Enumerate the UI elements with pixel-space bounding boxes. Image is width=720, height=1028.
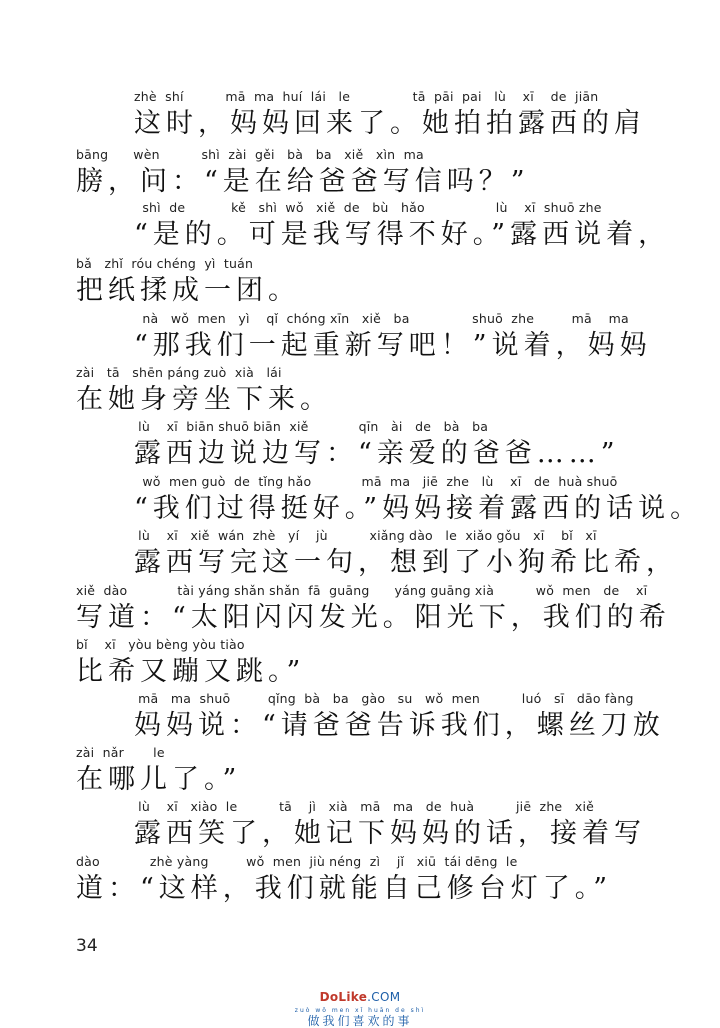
slogan-pinyin: zuò wǒ men xǐ huān de shì xyxy=(294,1007,426,1014)
pinyin-line: bǎ zhǐ róu chéng yì tuán xyxy=(76,256,254,271)
footer-watermark xyxy=(0,986,720,1028)
hanzi-line: “我们过得挺好。”妈妈接着露西的话说。 xyxy=(134,493,703,524)
hanzi-line: “那我们一起重新写吧！”说着，妈妈 xyxy=(134,330,652,361)
pinyin-line: lù xī xiě wán zhè yí jù xiǎng dào le xiǎo gǒu xī bǐ xī xyxy=(134,528,597,543)
pinyin-line: wǒ men guò de tǐng hǎo mā ma jiē zhe lù xī de huà shuō xyxy=(134,474,618,489)
slogan: 做我们喜欢的事 xyxy=(307,1014,413,1028)
page-number: 34 xyxy=(76,936,98,956)
site-domain: .COM xyxy=(367,990,401,1004)
pinyin-line: bāng wèn shì zài gěi bà ba xiě xìn ma xyxy=(76,147,424,162)
hanzi-line: 膀，问：“是在给爸爸写信吗？” xyxy=(76,166,530,197)
site-brand: DoLike xyxy=(319,990,368,1004)
hanzi-line: 这时，妈妈回来了。她拍拍露西的肩 xyxy=(134,108,646,139)
pinyin-line: zài nǎr le xyxy=(76,745,165,760)
hanzi-line: 道：“这样，我们就能自己修台灯了。” xyxy=(76,873,613,904)
pinyin-line: lù xī biān shuō biān xiě qīn ài de bà ba xyxy=(134,419,489,434)
pinyin-line: nà wǒ men yì qǐ chóng xīn xiě ba shuō zhe mā ma xyxy=(134,311,629,326)
hanzi-line: 写道：“太阳闪闪发光。阳光下，我们的希 xyxy=(76,602,671,633)
site-link[interactable] xyxy=(320,990,401,1004)
pinyin-line: shì de kě shì wǒ xiě de bù hǎo lù xī shuō zhe xyxy=(134,200,602,215)
pinyin-line: dào zhè yàng wǒ men jiù néng zì jǐ xiū tái dēng le xyxy=(76,854,518,869)
hanzi-line: 妈妈说：“请爸爸告诉我们，螺丝刀放 xyxy=(134,710,665,741)
pinyin-line: zhè shí mā ma huí lái le tā pāi pai lù xī de jiān xyxy=(134,89,599,104)
hanzi-line: 露西笑了，她记下妈妈的话，接着写 xyxy=(134,818,646,849)
hanzi-line: 在哪儿了。” xyxy=(76,764,242,795)
pinyin-line: xiě dào tài yáng shǎn shǎn fā guāng yáng guāng xià wǒ men de xī xyxy=(76,583,648,598)
hanzi-line: 比希又蹦又跳。” xyxy=(76,656,306,687)
pinyin-line: lù xī xiào le tā jì xià mā ma de huà jiē zhe xiě xyxy=(134,799,595,814)
hanzi-line: 露西边说边写：“亲爱的爸爸……” xyxy=(134,438,620,469)
pinyin-line: bǐ xī yòu bèng yòu tiào xyxy=(76,637,245,652)
hanzi-line: 露西写完这一句，想到了小狗希比希， xyxy=(134,547,678,578)
pinyin-line: mā ma shuō qǐng bà ba gào su wǒ men luó sī dāo fàng xyxy=(134,691,634,706)
hanzi-line: 把纸揉成一团。 xyxy=(76,275,300,306)
hanzi-line: “是的。可是我写得不好。”露西说着， xyxy=(134,219,671,250)
pinyin-line: zài tā shēn páng zuò xià lái xyxy=(76,365,282,380)
hanzi-line: 在她身旁坐下来。 xyxy=(76,384,332,415)
